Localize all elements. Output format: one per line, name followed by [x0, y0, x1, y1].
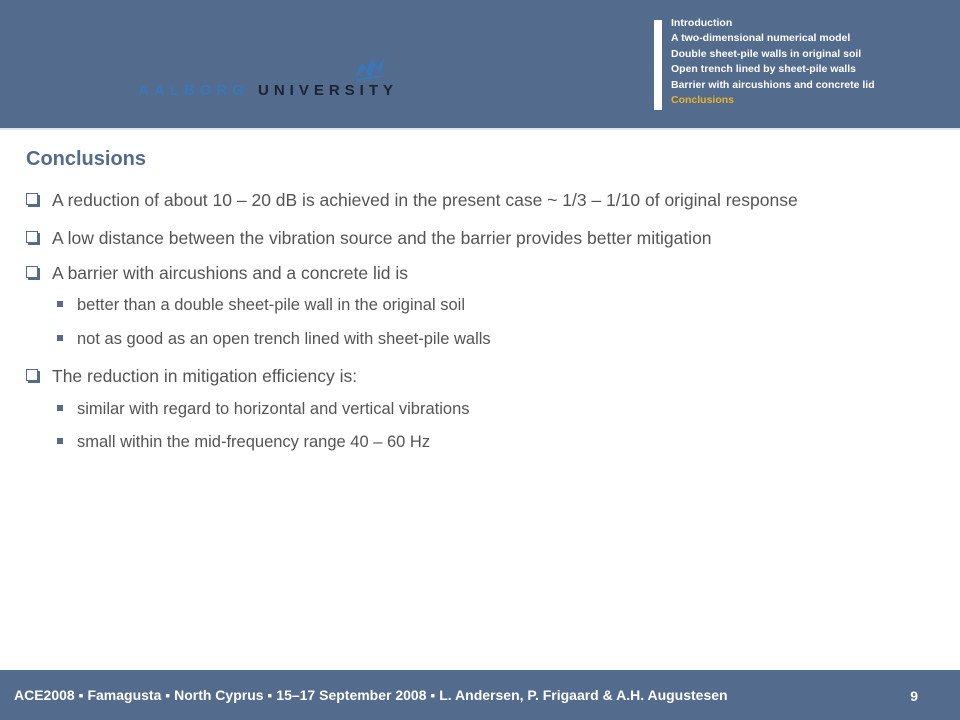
sub-bullet-item: [57, 433, 430, 452]
footer-bar: [0, 670, 960, 720]
square-bullet-icon: [57, 301, 63, 307]
bullet-item: [26, 366, 357, 387]
logo-emblem-icon: [353, 52, 387, 82]
nav-item-barrier-aircushions[interactable]: Barrier with aircushions and concrete lid: [671, 78, 875, 91]
university-logo: [138, 52, 413, 102]
logo-text-aalborg: AALBORG: [138, 82, 249, 99]
sub-bullet-item: [57, 330, 491, 349]
bullet-text: A barrier with aircushions and a concrete lid is: [52, 263, 409, 283]
logo-text-university: UNIVERSITY: [258, 82, 399, 99]
bullet-text: A reduction of about 10 – 20 dB is achieved in the present case ~ 1/3 – 1/10 of original response: [52, 190, 798, 210]
page-number: 9: [910, 688, 918, 704]
nav-marker-bar: [654, 20, 662, 110]
logo-wordmark: [138, 82, 398, 99]
sub-bullet-text: better than a double sheet-pile wall in the original soil: [77, 296, 465, 314]
sub-bullet-text: small within the mid-frequency range 40 – 60 Hz: [77, 433, 431, 451]
slide-title: Conclusions: [26, 148, 147, 170]
header-divider: [0, 128, 960, 130]
header-bar: [0, 0, 960, 128]
square-bullet-icon: [57, 438, 63, 444]
square-bullet-icon: [57, 335, 63, 341]
section-nav: [671, 16, 875, 108]
bullet-text: The reduction in mitigation efficiency is:: [52, 366, 358, 386]
sub-bullet-text: not as good as an open trench lined with sheet-pile walls: [77, 330, 491, 348]
nav-item-conclusions[interactable]: Conclusions: [671, 94, 735, 107]
checkbox-bullet-icon: [26, 369, 38, 381]
checkbox-bullet-icon: [26, 231, 38, 243]
bullet-item: [26, 228, 712, 249]
bullet-text: A low distance between the vibration source and the barrier provides better mitigation: [52, 228, 712, 248]
checkbox-bullet-icon: [26, 193, 38, 205]
checkbox-bullet-icon: [26, 266, 38, 278]
footer-citation: ACE2008 ▪ Famagusta ▪ North Cyprus ▪ 15–17 September 2008 ▪ L. Andersen, P. Frigaard & A.H. Augustesen: [14, 687, 728, 703]
bullet-item: [26, 190, 798, 211]
bullet-item: [26, 263, 408, 284]
square-bullet-icon: [57, 405, 63, 411]
sub-bullet-text: similar with regard to horizontal and vertical vibrations: [77, 400, 470, 418]
nav-item-double-sheet-pile[interactable]: Double sheet-pile walls in original soil: [671, 47, 862, 60]
sub-bullet-item: [57, 400, 470, 419]
sub-bullet-item: [57, 296, 465, 315]
nav-item-numerical-model[interactable]: A two-dimensional numerical model: [671, 32, 851, 45]
nav-item-open-trench[interactable]: Open trench lined by sheet-pile walls: [671, 63, 856, 76]
nav-item-introduction[interactable]: Introduction: [671, 17, 733, 29]
